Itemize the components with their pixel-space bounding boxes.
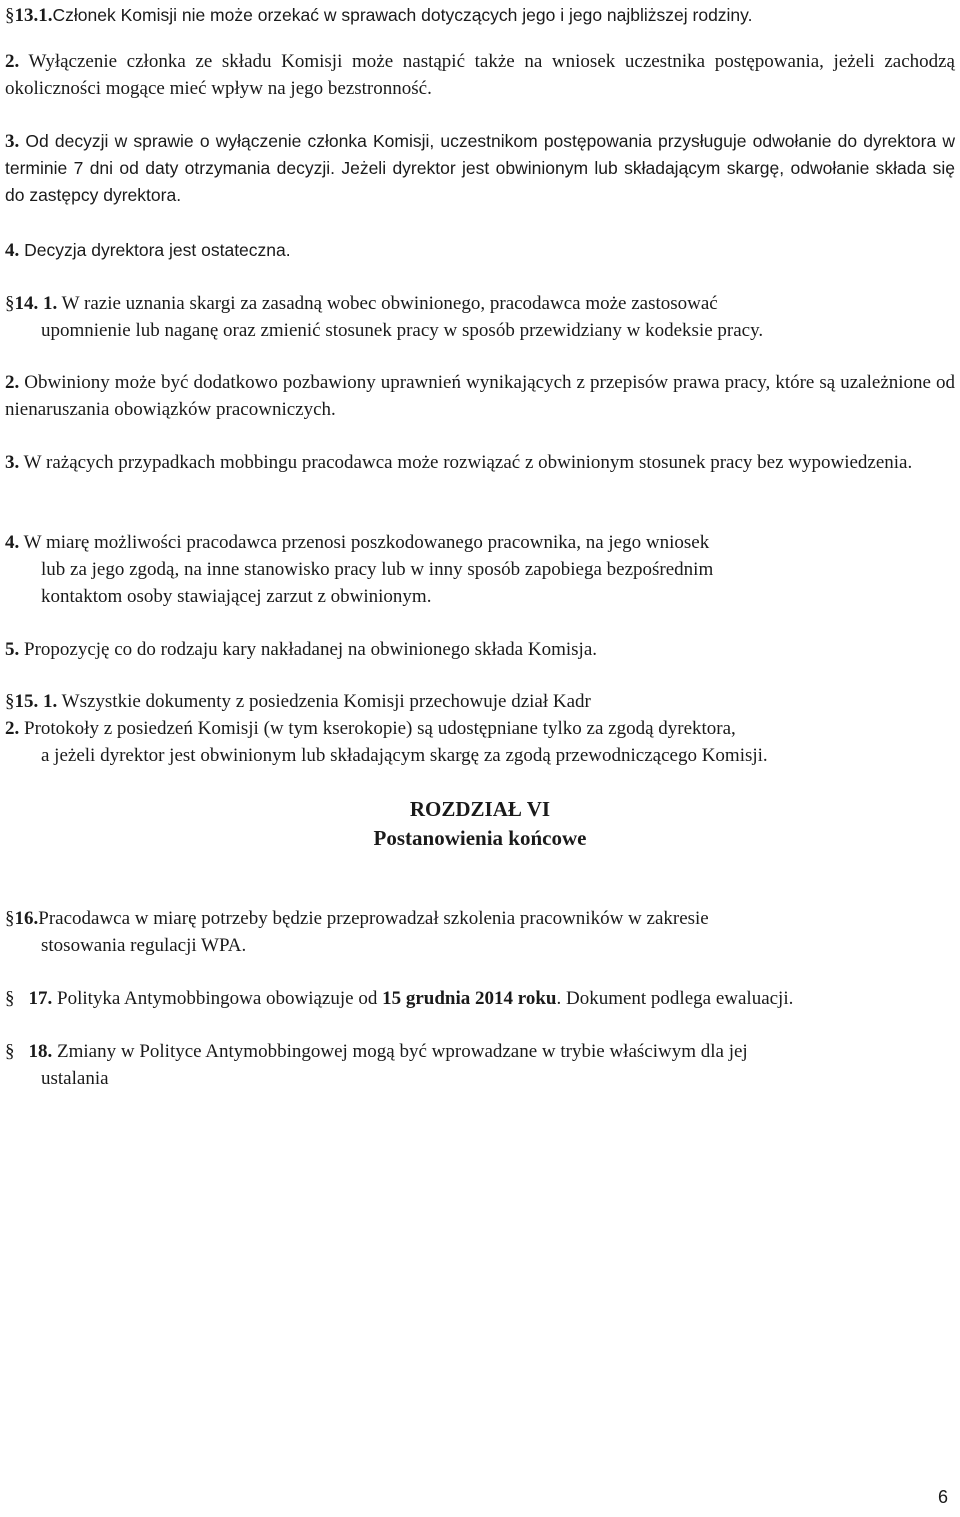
paragraph-number: 2.: [5, 372, 20, 393]
paragraph-text: Propozycję co do rodzaju kary nakładanej na obwinionego składa Komisja.: [19, 639, 597, 660]
paragraph-text: Wyłączenie członka ze składu Komisji może nastąpić także na wniosek uczestnika postępowania, jeżeli zachodzą okoliczności mogące mieć wpływ na jego bezstronność.: [5, 51, 955, 99]
paragraph-14-4: 4. W miarę możliwości pracodawca przenosi poszkodowanego pracownika, na jego wniosek lub za jego zgodą, na inne stanowisko pracy lub w inny sposób zapobiega bezpośrednim kontaktom osoby stawiającej zarzut z obwinionym.: [5, 532, 714, 607]
paragraph-text: Protokoły z posiedzeń Komisji (w tym kserokopie) są udostępniane tylko za zgodą dyrektora,: [19, 718, 736, 739]
paragraph-14-1: §14. 1. W razie uznania skargi za zasadną wobec obwinionego, pracodawca może zastosować upomnienie lub naganę oraz zmienić stosunek pracy w sposób przewidziany w kodeksie pracy.: [5, 290, 955, 344]
paragraph-text: W rażących przypadkach mobbingu pracodawca może rozwiązać z obwinionym stosunek pracy bez wypowiedzenia.: [19, 452, 913, 473]
paragraph-17: § 17. Polityka Antymobbingowa obowiązuje od 15 grudnia 2014 roku. Dokument podlega ewaluacji.: [5, 988, 794, 1009]
paragraph-13-4: [5, 237, 955, 264]
paragraph-text: Od decyzji w sprawie o wyłączenie członka Komisji, uczestnikom postępowania przysługuje odwołanie do dyrektora w terminie 7 dni od daty otrzymania decyzji. Jeżeli dyrektor jest obwinionym lub składającym skargę, odwołanie składa się do zastępcy dyrektora.: [5, 131, 955, 205]
chapter-subtitle: Postanowienia końcowe: [373, 826, 587, 850]
paragraph-15-2: 2. Protokoły z posiedzeń Komisji (w tym kserokopie) są udostępniane tylko za zgodą dyrektora, a jeżeli dyrektor jest obwinionym lub składającym skargę za zgodą przewodniczącego Komisji.: [5, 718, 768, 766]
paragraph-14-2: [5, 369, 955, 423]
paragraph-13-1: §13.1.Członek Komisji nie może orzekać w sprawach dotyczących jego i jego najbliższej rodziny.: [5, 5, 753, 26]
chapter-title: ROZDZIAŁ VI: [409, 797, 551, 821]
paragraph-number: 13.1.: [14, 5, 53, 26]
paragraph-number: 18.: [28, 1041, 53, 1062]
paragraph-number: 16.: [14, 908, 39, 929]
paragraph-15-1: §15. 1. Wszystkie dokumenty z posiedzenia Komisji przechowuje dział Kadr: [5, 691, 591, 712]
paragraph-text: Pracodawca w miarę potrzeby będzie przeprowadzał szkolenia pracowników w zakresie: [38, 908, 709, 929]
paragraph-text: W razie uznania skargi za zasadną wobec obwinionego, pracodawca może zastosować: [57, 293, 718, 314]
paragraph-text: W miarę możliwości pracodawca przenosi poszkodowanego pracownika, na jego wniosek: [19, 532, 710, 553]
paragraph-number: 2.: [5, 718, 20, 739]
paragraph-number: 4.: [5, 240, 20, 261]
paragraph-13-2: [5, 48, 955, 102]
paragraph-18: § 18. Zmiany w Polityce Antymobbingowej mogą być wprowadzane w trybie właściwym dla jej ustalania: [5, 1041, 748, 1089]
paragraph-number: 5.: [5, 639, 20, 660]
paragraph-14-3: [5, 449, 955, 476]
paragraph-16: §16.Pracodawca w miarę potrzeby będzie przeprowadzał szkolenia pracowników w zakresie stosowania regulacji WPA.: [5, 908, 709, 956]
paragraph-text: Wszystkie dokumenty z posiedzenia Komisji przechowuje dział Kadr: [57, 691, 591, 712]
paragraph-number: 15. 1.: [14, 691, 58, 712]
paragraph-text: Obwiniony może być dodatkowo pozbawiony uprawnień wynikających z przepisów prawa pracy, które są uzależnione od nienaruszania obowiązków pracowniczych.: [5, 372, 955, 420]
paragraph-number: 3.: [5, 452, 20, 473]
paragraph-number: 3.: [5, 131, 20, 152]
paragraph-number: 17.: [28, 988, 53, 1009]
paragraph-text: Członek Komisji nie może orzekać w sprawach dotyczących jego i jego najbliższej rodziny.: [52, 5, 753, 25]
paragraph-text: Zmiany w Polityce Antymobbingowej mogą być wprowadzane w trybie właściwym dla jej: [52, 1041, 748, 1062]
paragraph-number: 2.: [5, 51, 20, 72]
page-number: 6: [938, 1487, 949, 1507]
paragraph-number: 14. 1.: [14, 293, 58, 314]
effective-date: 15 grudnia 2014 roku: [382, 988, 557, 1009]
paragraph-14-5: [5, 636, 955, 663]
paragraph-text: Decyzja dyrektora jest ostateczna.: [19, 240, 291, 260]
paragraph-number: 4.: [5, 532, 20, 553]
paragraph-text-continued: upomnienie lub naganę oraz zmienić stosunek pracy w sposób przewidziany w kodeksie pracy.: [41, 320, 764, 341]
paragraph-13-3: [5, 128, 955, 209]
